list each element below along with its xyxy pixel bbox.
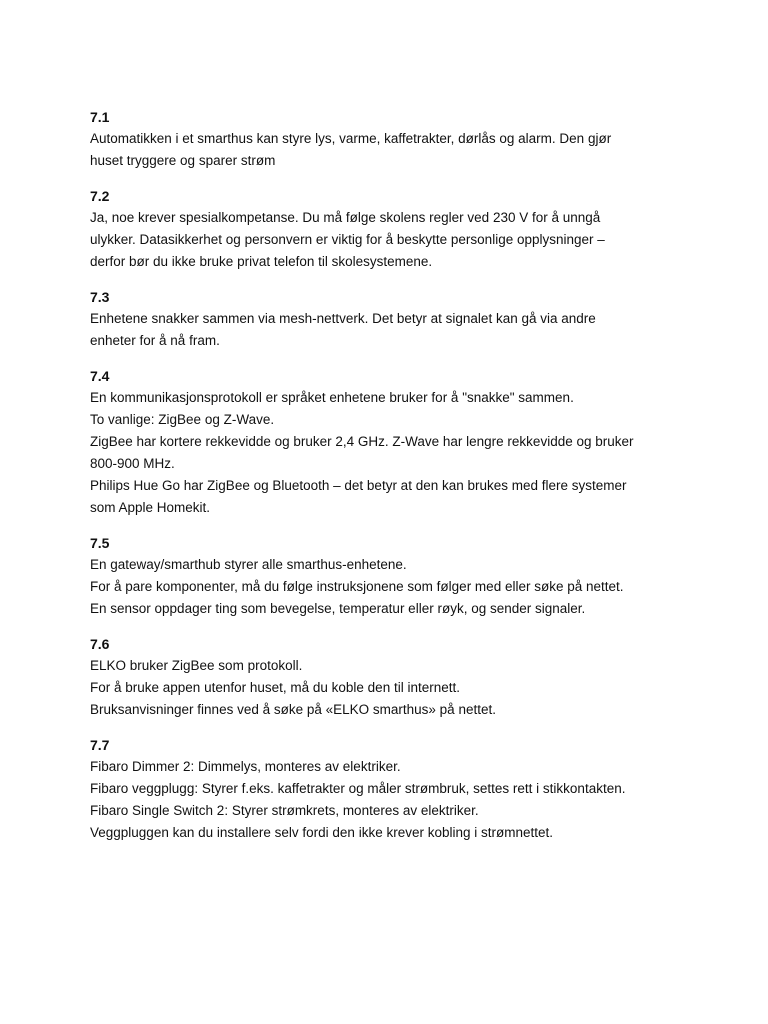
text-line: En gateway/smarthub styrer alle smarthus-enhetene. (90, 557, 407, 572)
section-heading: 7.4 (90, 368, 110, 384)
text-line: For å bruke appen utenfor huset, må du koble den til internett. (90, 680, 460, 695)
text-line: En sensor oppdager ting som bevegelse, temperatur eller røyk, og sender signaler. (90, 601, 586, 616)
text-line: 800-900 MHz. (90, 456, 175, 471)
text-line: Bruksanvisninger finnes ved å søke på «ELKO smarthus» på nettet. (90, 702, 496, 717)
text-line: derfor bør du ikke bruke privat telefon til skolesystemene. (90, 254, 433, 269)
document-page (90, 106, 750, 857)
section-7-5 (90, 532, 750, 620)
text-line: For å pare komponenter, må du følge instruksjonene som følger med eller søke på nettet. (90, 579, 624, 594)
section-heading: 7.3 (90, 289, 110, 305)
text-line: To vanlige: ZigBee og Z-Wave. (90, 412, 275, 427)
section-7-7 (90, 734, 750, 844)
section-heading: 7.6 (90, 636, 110, 652)
section-7-3 (90, 286, 750, 352)
section-heading: 7.2 (90, 188, 110, 204)
section-7-6 (90, 633, 750, 721)
section-7-4 (90, 365, 750, 519)
text-line: Ja, noe krever spesialkompetanse. Du må følge skolens regler ved 230 V for å unngå (90, 210, 601, 225)
text-line: huset tryggere og sparer strøm (90, 153, 276, 168)
section-heading: 7.5 (90, 535, 110, 551)
section-7-2 (90, 185, 750, 273)
text-line: enheter for å nå fram. (90, 333, 220, 348)
text-line: En kommunikasjonsprotokoll er språket enhetene bruker for å "snakke" sammen. (90, 390, 574, 405)
text-line: Philips Hue Go har ZigBee og Bluetooth – det betyr at den kan brukes med flere systemer (90, 478, 627, 493)
section-heading: 7.1 (90, 109, 110, 125)
text-line: Fibaro Single Switch 2: Styrer strømkrets, monteres av elektriker. (90, 803, 479, 818)
text-line: Fibaro Dimmer 2: Dimmelys, monteres av elektriker. (90, 759, 401, 774)
text-line: ELKO bruker ZigBee som protokoll. (90, 658, 303, 673)
section-7-1 (90, 106, 750, 172)
text-line: Fibaro veggplugg: Styrer f.eks. kaffetrakter og måler strømbruk, settes rett i stikkontakten. (90, 781, 626, 796)
text-line: Automatikken i et smarthus kan styre lys, varme, kaffetrakter, dørlås og alarm. Den gjør (90, 131, 612, 146)
text-line: Enhetene snakker sammen via mesh-nettverk. Det betyr at signalet kan gå via andre (90, 311, 596, 326)
text-line: ZigBee har kortere rekkevidde og bruker 2,4 GHz. Z-Wave har lengre rekkevidde og bruker (90, 434, 634, 449)
text-line: som Apple Homekit. (90, 500, 211, 515)
text-line: ulykker. Datasikkerhet og personvern er viktig for å beskytte personlige opplysninger – (90, 232, 605, 247)
text-line: Veggpluggen kan du installere selv fordi den ikke krever kobling i strømnettet. (90, 825, 554, 840)
section-heading: 7.7 (90, 737, 110, 753)
